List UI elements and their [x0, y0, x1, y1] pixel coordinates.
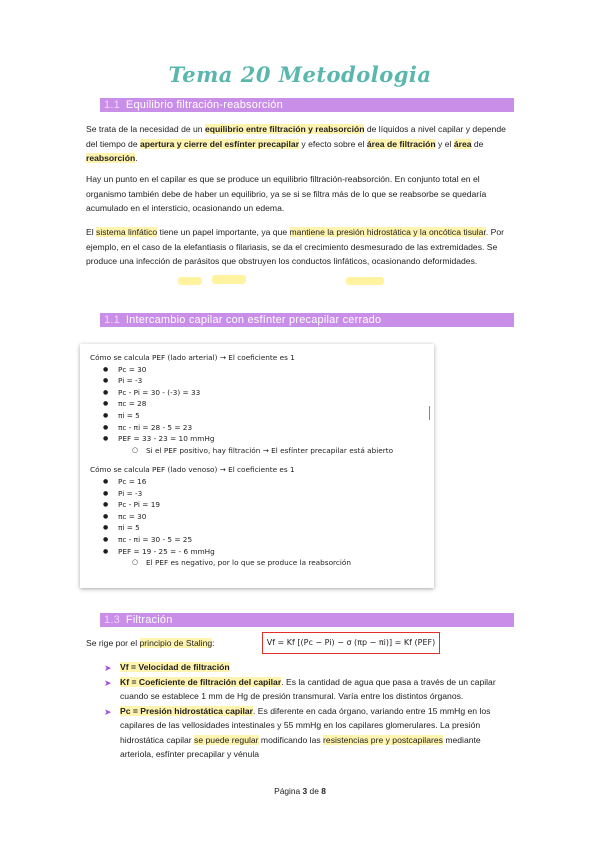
pef-calculation-screenshot: [80, 344, 434, 588]
list-item: ● πc - πi = 28 - 5 = 23: [90, 422, 424, 434]
list-item: ● PEF = 19 - 25 = - 6 mmHg: [90, 546, 424, 558]
paragraph-linfatico: El sistema linfático tiene un papel importante, ya que mantiene la presión hidrostática y la oncótica tisular. Por ejemplo, en el caso de la elefantiasis o filariasis, se da el crecimiento desmesurado de las extremidades. Se produce una infección de parásitos que obstruyen los conductos linfáticos, ocasionando deformidades.: [86, 227, 505, 266]
list-subitem: ○ El PEF es negativo, por lo que se produce la reabsorción: [90, 557, 424, 569]
list-item: ● PEF = 33 - 23 = 10 mmHg: [90, 433, 424, 445]
arterial-header: Cómo se calcula PEF (lado arterial) → El coeficiente es 1: [90, 353, 295, 362]
list-item: ● πc - πi = 30 - 5 = 25: [90, 534, 424, 546]
list-item: ● πi = 5: [90, 410, 424, 422]
highlight-smear: [346, 277, 384, 285]
list-subitem: ○ Si el PEF positivo, hay filtración → El esfínter precapilar está abierto: [90, 445, 424, 457]
list-item: ➤ Pc = Presión hidrostática capilar. Es diferente en cada órgano, variando entre 15 mmHg en los capilares de las vellosidades intestinales y 55 mmHg en los capilares glomerulares. La presión hidrostática capilar se puede regular modificando las resistencias pre y postcapilares mediante arteriola, esfínter precapilar y vénula: [104, 705, 491, 759]
venous-header: Cómo se calcula PEF (lado venoso) → El coeficiente es 1: [90, 465, 295, 475]
paragraph-equilibrio: Se trata de la necesidad de un equilibrio entre filtración y reabsorción de líquidos a nivel capilar y depende del tiempo de apertura y cierre del esfínter precapilar y efecto sobre el área de filtración y el área de reabsorción.: [86, 124, 506, 163]
list-item: ● Pi = -3: [90, 488, 424, 500]
list-item: ● πi = 5: [90, 522, 424, 534]
filtration-terms-list: [104, 660, 510, 762]
list-item: ● Pc - Pi = 19: [90, 499, 424, 511]
section-heading-filtracion: 1.3 Filtración: [100, 613, 514, 627]
list-item: ➤ Vf = Velocidad de filtración: [104, 660, 510, 675]
arrow-bullet-icon: ➤: [104, 706, 112, 717]
arrow-bullet-icon: ➤: [104, 663, 112, 673]
page-footer: Página 3 de 8: [274, 786, 326, 796]
highlight-smear: [212, 275, 246, 284]
list-item: ● Pc = 30: [90, 364, 424, 376]
scrollbar-mark: [429, 406, 430, 420]
list-item: ● Pi = -3: [90, 375, 424, 387]
arrow-bullet-icon: ➤: [104, 677, 112, 688]
staling-formula: Vf = Kf [(Pc − Pi) − σ (πp − πi)] = Kf (PEF): [262, 632, 440, 654]
paragraph-edema: Hay un punto en el capilar es que se produce un equilibrio filtración-reabsorción. En conjunto total en el organismo también debe de haber un equilibrio, ya se si se filtra más de lo que se reabsorbe se quedaría acumulado en el intersticio, ocasionando un edema.: [86, 174, 487, 213]
staling-row: [86, 632, 506, 656]
list-item: ● Pc - Pi = 30 - (-3) = 33: [90, 387, 424, 399]
list-item: ● πc = 28: [90, 398, 424, 410]
page-title: Tema 20 Metodologia: [168, 62, 432, 87]
highlight-smear: [178, 277, 202, 285]
list-item: ● πc = 30: [90, 511, 424, 523]
staling-intro: Se rige por el principio de Staling:: [86, 638, 215, 648]
venous-list: [90, 476, 424, 569]
arterial-list: [90, 364, 424, 457]
section-heading-intercambio: 1.1 Intercambio capilar con esfínter precapilar cerrado: [100, 313, 514, 327]
list-item: ➤ Kf = Coeficiente de filtración del capilar. Es la cantidad de agua que pasa a través de un capilar cuando se establece 1 mm de Hg de presión transmural. Varía entre los distintos órganos.: [104, 676, 496, 701]
list-item: ● Pc = 16: [90, 476, 424, 488]
section-heading-equilibrio: 1.1 Equilibrio filtración-reabsorción: [100, 98, 514, 112]
